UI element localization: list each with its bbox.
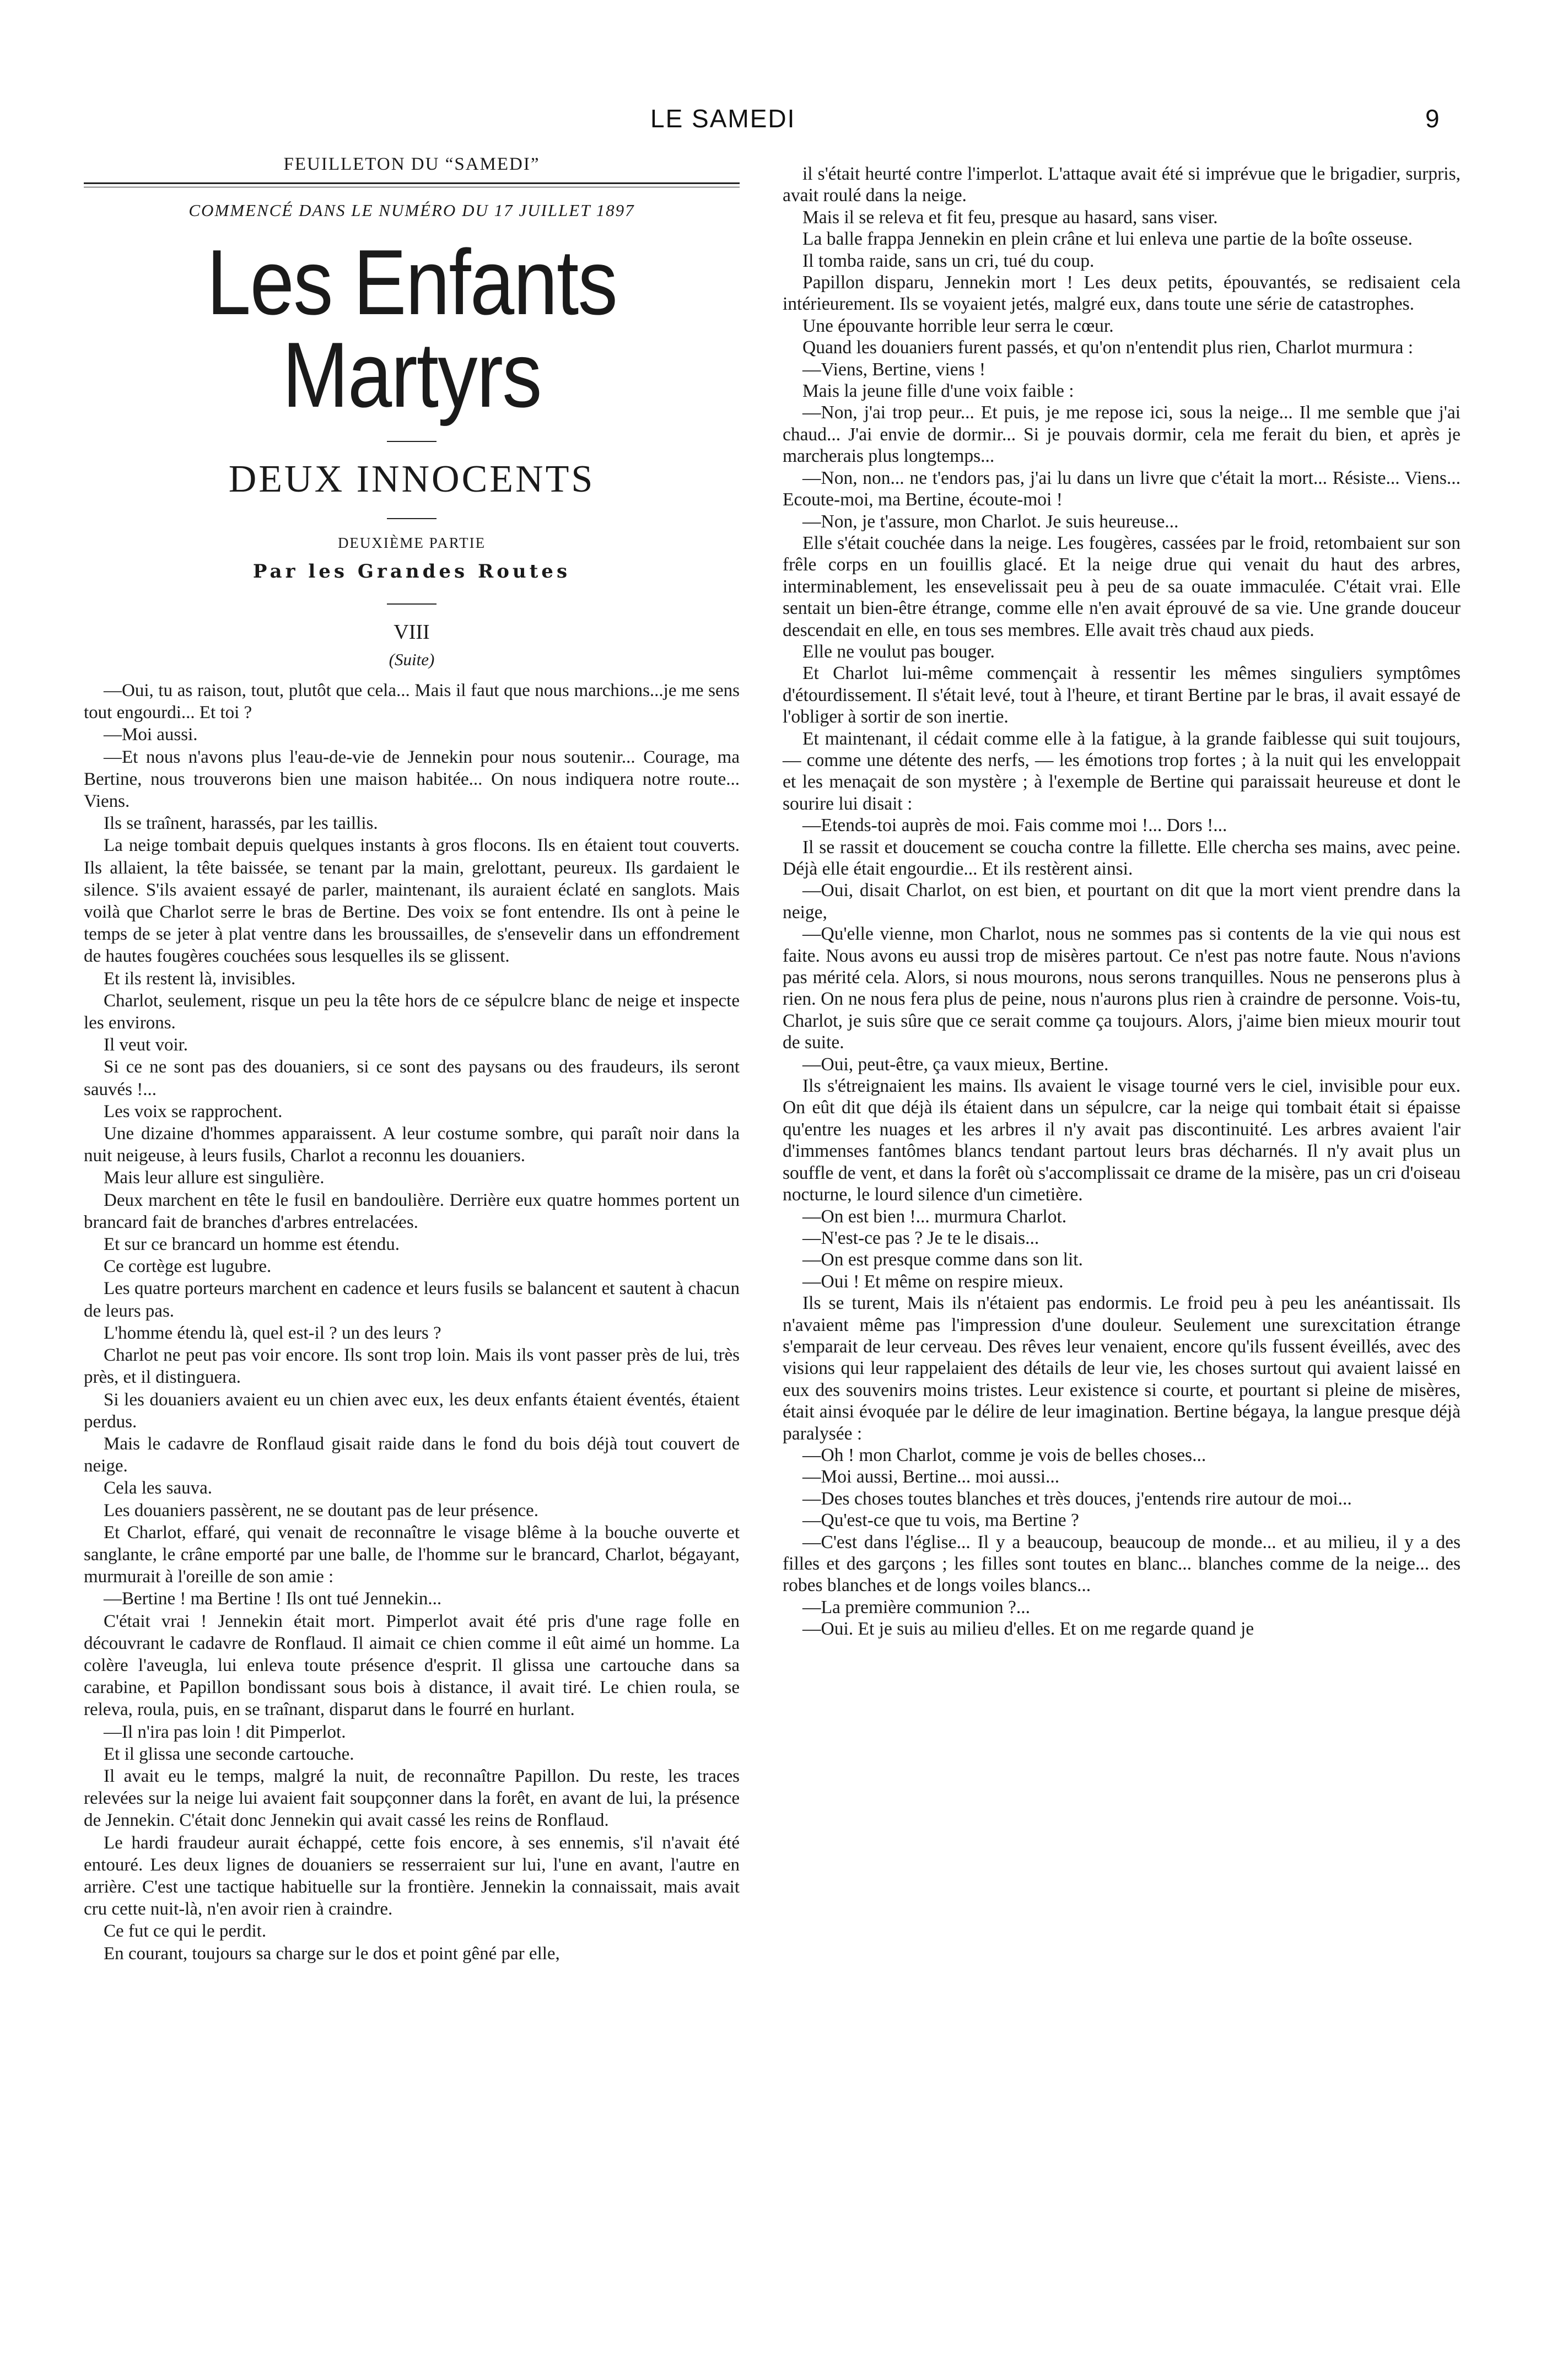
paragraph: —La première communion ?... (802, 1597, 1031, 1618)
paragraph: —Non, non... ne t'endors pas, j'ai lu dans un livre que c'était la mort... Résiste... Viens... Ecoute-moi, ma Bertine, écoute-moi ! (783, 467, 1461, 510)
paragraph: —On est bien !... murmura Charlot. (802, 1206, 1067, 1227)
part-title: Par les Grandes Routes (252, 560, 571, 583)
paragraph: Il tomba raide, sans un cri, tué du coup. (802, 250, 1095, 271)
paragraph: —Moi aussi, Bertine... moi aussi... (802, 1467, 1060, 1487)
paragraph: Le hardi fraudeur aurait échappé, cette fois encore, à ses ennemis, s'il n'avait été entouré. Les deux lignes de douaniers se resserraient sur lui, l'une en avant, l'autre en arrière. C'est une tactique habituelle sur la frontière. Jennekin la connaissait, mais avait cru cette nuit-là, n'en avoir rien à craindre. (84, 1832, 740, 1920)
paragraph: Et maintenant, il cédait comme elle à la fatigue, à la grande faiblesse qui suit toujours, — comme une détente des nerfs, — les émotions trop fortes ; à la nuit qui les enveloppait et les menaçait de son mystère ; à l'exemple de Bertine qui paraissait heureuse et dont le sourire lui disait : (783, 728, 1461, 814)
paragraph: —Il n'ira pas loin ! dit Pimperlot. (104, 1722, 346, 1742)
paragraph: —Qu'est-ce que tu vois, ma Bertine ? (802, 1510, 1079, 1531)
paragraph: Elle s'était couchée dans la neige. Les fougères, cassées par le froid, retombaient sur son frêle corps en un fouillis glacé. Et la neige drue qui venait du haut des arbres, interminablement, les ensevelissait peu à peu de sa ouate immaculée. C'était vrai. Elle sentait un bien-être étrange, comme elle n'en avait éprouvé de sa vie. Une grande douceur descendait en elle, en tous ses membres. Elle avait très chaud aux pieds. (783, 532, 1461, 640)
page-number: 9 (1425, 104, 1440, 133)
paragraph: Et Charlot, effaré, qui venait de reconnaître le visage blême à la bouche ouverte et sanglante, le crâne emporté par une balle, de l'homme sur le brancard, Charlot, bégayant, murmurait à l'oreille de son amie : (84, 1522, 740, 1587)
chapter-number: VIII (394, 621, 430, 644)
paragraph: Les voix se rapprochent. (104, 1101, 283, 1122)
paragraph: —On est presque comme dans son lit. (802, 1249, 1083, 1270)
chapter-note: (Suite) (389, 650, 435, 669)
paragraph: —Oui, tu as raison, tout, plutôt que cela... Mais il faut que nous marchions...je me sens tout engourdi... Et toi ? (84, 681, 740, 723)
paragraph: Ce cortège est lugubre. (104, 1257, 272, 1277)
paragraph: Charlot ne peut pas voir encore. Ils sont trop loin. Mais ils vont passer près de lui, très près, et il distinguera. (84, 1345, 740, 1388)
paragraph: Ce fut ce qui le perdit. (104, 1921, 267, 1942)
paragraph: —Non, j'ai trop peur... Et puis, je me repose ici, sous la neige... Il me semble que j'ai chaud... J'ai envie de dormir... Si je pouvais dormir, cela me ferait du bien, et après je marcherais plus longtemps... (783, 402, 1461, 467)
paragraph: Cela les sauva. (104, 1478, 213, 1498)
paragraph: Et sur ce brancard un homme est étendu. (104, 1234, 400, 1255)
paragraph: —Oui, disait Charlot, on est bien, et pourtant on dit que la mort vient prendre dans la neige, (783, 880, 1461, 923)
paragraph: Et il glissa une seconde cartouche. (104, 1744, 354, 1764)
paragraph: Une épouvante horrible leur serra le cœur. (802, 315, 1114, 336)
paragraph: Papillon disparu, Jennekin mort ! Les deux petits, épouvantés, se redisaient cela intérieurement. Ils se voyaient jetés, malgré eux, dans toute une série de catastrophes. (783, 272, 1461, 315)
paragraph: Mais la jeune fille d'une voix faible : (802, 381, 1074, 402)
article-title: Les Enfants Martyrs (206, 230, 617, 427)
paragraph: Mais il se releva et fit feu, presque au hasard, sans viser. (802, 207, 1218, 228)
right-body-text (783, 163, 1461, 1640)
chapter-rule (387, 603, 437, 605)
paragraph: Les douaniers passèrent, ne se doutant pas de leur présence. (104, 1500, 538, 1521)
paragraph: Et Charlot lui-même commençait à ressentir les mêmes singuliers symptômes d'étourdissement. Il s'était levé, tout à l'heure, et tirant Bertine par le bras, il avait essayé de l'obliger à sortir de son inertie. (783, 663, 1461, 727)
paragraph: —Des choses toutes blanches et très douces, j'entends rire autour de moi... (802, 1488, 1352, 1509)
serial-start-note: COMMENCÉ DANS LE NUMÉRO DU 17 JUILLET 1897 (188, 201, 635, 220)
paragraph: Mais le cadavre de Ronflaud gisait raide dans le fond du bois déjà tout couvert de neige. (84, 1433, 740, 1476)
paragraph: —Oui, peut-être, ça vaux mieux, Bertine. (802, 1054, 1109, 1075)
paragraph: Une dizaine d'hommes apparaissent. A leur costume sombre, qui paraît noir dans la nuit neigeuse, à leurs fusils, Charlot a reconnu les douaniers. (84, 1124, 740, 1166)
paragraph: La balle frappa Jennekin en plein crâne et lui enleva une partie de la boîte osseuse. (802, 229, 1413, 250)
paragraph: Et ils restent là, invisibles. (104, 968, 296, 989)
paragraph: —Oui ! Et même on respire mieux. (802, 1271, 1064, 1292)
title-rule (387, 441, 437, 442)
paragraph: Ils s'étreignaient les mains. Ils avaient le visage tourné vers le ciel, invisible pour eux. On eût dit que déjà ils étaient dans un sépulcre, car la neige qui tombait était si épaisse qu'entre les nuages et les arbres il n'y avait pas discontinuité. Les arbres avaient l'air d'immenses fantômes blancs tendant partout leurs bras décharnés. Il n'y avait plus un souffle de vent, et dans la forêt où s'accomplissait ce drame de la misère, pas un cri d'oiseau nocturne, le lourd silence d'un cimetière. (783, 1076, 1461, 1205)
paragraph: Il se rassit et doucement se coucha contre la fillette. Elle chercha ses mains, avec peine. Déjà elle était engourdie... Et ils restèrent ainsi. (783, 837, 1461, 879)
part-heading: DEUXIÈME PARTIE (337, 535, 486, 551)
paragraph: L'homme étendu là, quel est-il ? un des leurs ? (104, 1323, 441, 1343)
right-column (783, 163, 1461, 1640)
paragraph: La neige tombait depuis quelques instants à gros flocons. Ils en étaient tout couverts. Ils allaient, la tête baissée, se tenant par la main, grelottant, peureux. Ils gardaient le silence. S'ils avaient essayé de parler, maintenant, ils auraient éclaté en sanglots. Mais voilà que Charlot serre le bras de Bertine. Des voix se font entendre. Ils ont à peine le temps de se jeter à plat ventre dans les broussailles, de s'ensevelir dans un effondrement de hautes fougères couchées sous lesquelles ils se glissent. (84, 835, 740, 967)
left-column (84, 154, 740, 1965)
paragraph: —Viens, Bertine, viens ! (802, 359, 985, 380)
paragraph: En courant, toujours sa charge sur le dos et point gêné par elle, (104, 1943, 560, 1964)
paragraph: —Qu'elle vienne, mon Charlot, nous ne sommes pas si contents de la vie qui nous est faite. Nous avons eu aussi trop de misères partout. Ce n'est pas notre faute. Nous n'avions pas mérité cela. Alors, si nous mourons, nous serons tranquilles. Nous ne penserons plus à rien. On ne nous fera plus de peine, nous n'aurons plus rien à craindre de personne. Vois-tu, Charlot, je suis sûre que ce serait comme ça toujours. Alors, j'aime bien mieux mourir tout de suite. (783, 924, 1461, 1053)
paragraph: Deux marchent en tête le fusil en bandoulière. Derrière eux quatre hommes portent un brancard fait de branches d'arbres entrelacées. (84, 1190, 740, 1232)
paragraph: Ils se traînent, harassés, par les taillis. (104, 813, 378, 834)
paragraph: Mais leur allure est singulière. (104, 1168, 325, 1188)
section-heading: FEUILLETON DU “SAMEDI” (283, 154, 540, 174)
paragraph: —C'est dans l'église... Il y a beaucoup, beaucoup de monde... et au milieu, il y a des filles et des garçons ; les filles sont toutes en blanc... blanches comme de la neige... des robes blanches et de longs voiles blancs... (783, 1532, 1461, 1596)
article-subtitle: DEUX INNOCENTS (228, 458, 595, 500)
paragraph: C'était vrai ! Jennekin était mort. Pimperlot avait été pris d'une rage folle en découvrant le cadavre de Ronflaud. Il aimait ce chien comme il eût aimé un homme. La colère l'aveugla, lui enleva toute présence d'esprit. Il glissa une cartouche dans sa carabine, et Papillon bondissant sous bois à distance, il avait tiré. Le chien roula, se releva, roula, puis, en se traînant, disparut dans le fourré en hurlant. (84, 1611, 740, 1720)
paragraph: Il avait eu le temps, malgré la nuit, de reconnaître Papillon. Du reste, les traces relevées sur la neige lui avaient fait soupçonner dans la forêt, en avant de lui, la présence de Jennekin. C'était donc Jennekin qui avait cassé les reins de Ronflaud. (84, 1766, 740, 1831)
paragraph: —Non, je t'assure, mon Charlot. Je suis heureuse... (802, 511, 1179, 532)
subtitle-rule (387, 518, 437, 519)
paragraph: —Etends-toi auprès de moi. Fais comme moi !... Dors !... (802, 815, 1227, 836)
paragraph: Quand les douaniers furent passés, et qu'on n'entendit plus rien, Charlot murmura : (802, 337, 1414, 358)
paragraph: —N'est-ce pas ? Je te le disais... (802, 1227, 1039, 1248)
left-body-text (84, 680, 740, 1965)
paragraph: Ils se turent, Mais ils n'étaient pas endormis. Le froid peu à peu les anéantissait. Ils n'avaient même pas l'impression d'une douleur. Seulement une surexcitation étrange s'emparait de leur cerveau. Des rêves leur venaient, encore qu'ils fussent éveillés, avec des visions qui leur rappelaient des détails de leur vie, les choses surtout qui avaient laissé en eux des souvenirs moins tristes. Leur existence si courte, et pourtant si pleine de misères, était ainsi évoquée par le délire de leur imagination. Bertine bégaya, la langue presque déjà paralysée : (783, 1293, 1461, 1444)
double-rule (84, 182, 740, 187)
paragraph: Elle ne voulut pas bouger. (802, 641, 995, 662)
paragraph: Si les douaniers avaient eu un chien avec eux, les deux enfants étaient éventés, étaient perdus. (84, 1389, 740, 1432)
running-head: LE SAMEDI (650, 104, 796, 133)
paragraph: —Bertine ! ma Bertine ! Ils ont tué Jennekin... (104, 1589, 442, 1609)
paragraph: il s'était heurté contre l'imperlot. L'attaque avait été si imprévue que le brigadier, surpris, avait roulé dans la neige. (783, 164, 1461, 206)
paragraph: Si ce ne sont pas des douaniers, si ce sont des paysans ou des fraudeurs, ils seront sauvés !... (84, 1057, 740, 1099)
paragraph: —Et nous n'avons plus l'eau-de-vie de Jennekin pour nous soutenir... Courage, ma Bertine, nous trouverons bien une maison habitée... On nous indiquera notre route... Viens. (84, 747, 740, 812)
paragraph: Il veut voir. (104, 1035, 188, 1055)
paragraph: —Moi aussi. (104, 725, 198, 745)
paragraph: —Oui. Et je suis au milieu d'elles. Et on me regarde quand je (802, 1619, 1254, 1640)
paragraph: Les quatre porteurs marchent en cadence et leurs fusils se balancent et sautent à chacun de leurs pas. (84, 1279, 740, 1321)
paragraph: —Oh ! mon Charlot, comme je vois de belles choses... (802, 1444, 1206, 1465)
paragraph: Charlot, seulement, risque un peu la tête hors de ce sépulcre blanc de neige et inspecte les environs. (84, 990, 740, 1033)
